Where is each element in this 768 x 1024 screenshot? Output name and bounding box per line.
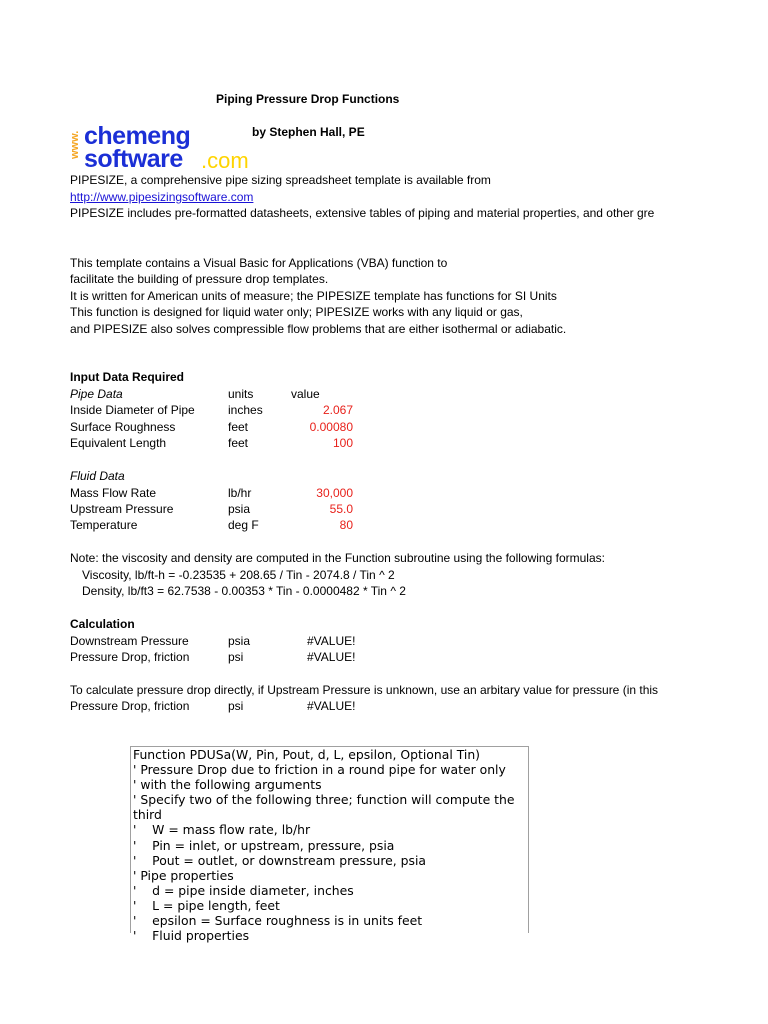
- calc-units: psia: [228, 634, 251, 648]
- note-line: Note: the viscosity and density are computed in the Function subroutine using the following formulas:: [70, 551, 605, 565]
- description-line: facilitate the building of pressure drop templates.: [70, 272, 329, 286]
- value-column-header: value: [291, 387, 320, 401]
- author-line: by Stephen Hall, PE: [252, 125, 365, 139]
- input-units: feet: [228, 436, 249, 450]
- logo-dotcom: .com: [201, 148, 249, 173]
- input-heading: Input Data Required: [70, 370, 185, 384]
- code-line: ' W = mass flow rate, lb/hr: [133, 822, 311, 838]
- calc-value-cell[interactable]: #VALUE!: [307, 634, 356, 648]
- calc-units: psi: [228, 650, 244, 664]
- intro-line-3: PIPESIZE includes pre-formatted datasheets, extensive tables of piping and material properties, and other gre: [70, 206, 655, 220]
- input-label: Upstream Pressure: [70, 502, 174, 516]
- code-line: ' L = pipe length, feet: [133, 897, 280, 913]
- code-line: ' Pin = inlet, or upstream, pressure, psia: [133, 837, 395, 853]
- input-label: Temperature: [70, 518, 138, 532]
- code-line: ' Specify two of the following three; function will compute the: [133, 792, 515, 808]
- code-line: ' Fluid properties: [133, 928, 250, 944]
- code-line: third: [133, 807, 162, 823]
- logo-software: software: [84, 145, 183, 173]
- fluid-data-heading: Fluid Data: [70, 469, 125, 483]
- direct-units: psi: [228, 699, 244, 713]
- input-units: psia: [228, 502, 251, 516]
- description-line: and PIPESIZE also solves compressible flow problems that are either isothermal or adiabatic.: [70, 322, 567, 336]
- calc-value-cell[interactable]: #VALUE!: [307, 650, 356, 664]
- calculation-heading: Calculation: [70, 617, 135, 631]
- input-value-cell[interactable]: 80: [339, 518, 353, 532]
- description-line: This function is designed for liquid water only; PIPESIZE works with any liquid or gas,: [70, 305, 523, 319]
- input-value-cell[interactable]: 30,000: [316, 486, 353, 500]
- direct-value-cell[interactable]: #VALUE!: [307, 699, 356, 713]
- intro-line: PIPESIZE, a comprehensive pipe sizing spreadsheet template is available from: [70, 173, 491, 187]
- chemeng-software-logo: [69, 122, 270, 174]
- direct-label: Pressure Drop, friction: [70, 699, 190, 713]
- input-label: Surface Roughness: [70, 420, 176, 434]
- code-line: ' Pipe properties: [133, 867, 234, 883]
- input-label: Mass Flow Rate: [70, 486, 157, 500]
- code-line: ' Pout = outlet, or downstream pressure, psia: [133, 852, 426, 868]
- units-column-header: units: [228, 387, 254, 401]
- logo-www: www.: [69, 130, 81, 159]
- input-value-cell[interactable]: 0.00080: [309, 420, 353, 434]
- input-units: feet: [228, 420, 249, 434]
- description-line: This template contains a Visual Basic for Applications (VBA) function to: [70, 256, 448, 270]
- input-label: Inside Diameter of Pipe: [70, 403, 195, 417]
- code-line: Function PDUSa(W, Pin, Pout, d, L, epsilon, Optional Tin): [133, 747, 481, 762]
- input-units: lb/hr: [228, 486, 252, 500]
- code-line: ' with the following arguments: [133, 777, 322, 793]
- viscosity-formula: Viscosity, lb/ft-h = -0.23535 + 208.65 / Tin - 2074.8 / Tin ^ 2: [82, 568, 395, 582]
- density-formula: Density, lb/ft3 = 62.7538 - 0.00353 * Tin - 0.0000482 * Tin ^ 2: [82, 584, 406, 598]
- calc-label: Pressure Drop, friction: [70, 650, 190, 664]
- direct-calc-note: To calculate pressure drop directly, if Upstream Pressure is unknown, use an arbitary value for pressure (in this: [70, 683, 659, 697]
- input-label: Equivalent Length: [70, 436, 167, 450]
- logo-chemeng: chemeng: [84, 122, 191, 150]
- code-line: ' Pressure Drop due to friction in a round pipe for water only: [133, 762, 506, 778]
- calc-label: Downstream Pressure: [70, 634, 189, 648]
- input-value-cell[interactable]: 2.067: [322, 403, 353, 417]
- code-line: ' epsilon = Surface roughness is in units feet: [133, 913, 423, 929]
- code-line: ' d = pipe inside diameter, inches: [133, 882, 354, 898]
- input-value-cell[interactable]: 100: [332, 436, 353, 450]
- pipesize-link[interactable]: http://www.pipesizingsoftware.com: [70, 190, 254, 204]
- pipe-data-heading: Pipe Data: [70, 387, 123, 401]
- page-title: Piping Pressure Drop Functions: [216, 92, 400, 106]
- input-units: deg F: [228, 518, 259, 532]
- input-units: inches: [228, 403, 263, 417]
- description-line: It is written for American units of measure; the PIPESIZE template has functions for SI Units: [70, 289, 557, 303]
- vba-code-textbox[interactable]: [130, 746, 529, 944]
- input-value-cell[interactable]: 55.0: [329, 502, 353, 516]
